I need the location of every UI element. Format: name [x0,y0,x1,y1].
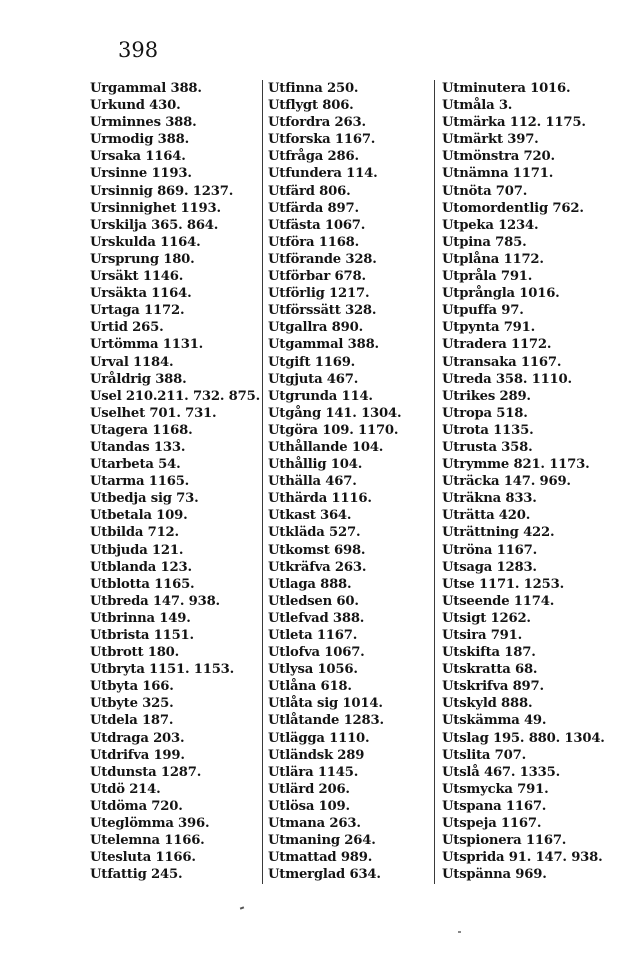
index-entry: Urskilja 365. 864. [90,217,219,233]
index-entry: Utfundera 114. [268,166,378,182]
index-entry: Utbyta 166. [90,679,174,695]
index-entry: Urmodig 388. [90,132,189,148]
index-entry: Utskratta 68. [442,662,538,678]
index-entry: Utgöra 109. 1170. [268,422,399,438]
index-entry: Utminutera 1016. [442,81,571,96]
index-entry: Ursinne 1193. [90,166,192,182]
index-entry: Utgift 1169. [268,354,356,370]
index-entry: Urtömma 1131. [90,337,204,353]
index-entry: Urminnes 388. [90,115,197,131]
index-entry: Ursinnig 869. 1237. [90,183,234,199]
index-entry: Utplåna 1172. [442,251,544,267]
index-entry: Utagera 1168. [90,422,193,438]
index-entry: Utarma 1165. [90,474,190,490]
index-entry: Uthållande 104. [268,439,384,455]
index-entry: Utdö 214. [90,781,161,797]
ink-speck [458,931,461,933]
index-entry: Utnöta 707. [442,183,528,199]
index-entry: Utse 1171. 1253. [442,576,564,592]
index-entry: Utbetala 109. [90,508,188,524]
index-entry: Utpråla 791. [442,269,533,285]
index-entry: Utskrifva 897. [442,679,544,695]
index-entry: Utrymme 821. 1173. [442,457,590,473]
index-entry: Utflygt 806. [268,98,354,114]
column-divider [262,80,263,884]
index-entry: Utropa 518. [442,405,528,421]
index-entry: Utarbeta 54. [90,457,181,473]
index-entry: Utmaning 264. [268,833,376,849]
index-entry: Utledsen 60. [268,593,359,609]
index-entry: Utgjuta 467. [268,371,359,387]
index-entry: Utfråga 286. [268,149,359,165]
index-entry: Utmåla 3. [442,98,513,114]
index-entry: Utlefvad 388. [268,610,365,626]
index-entry: Utmärkt 397. [442,132,539,148]
index-entry: Ursäkt 1146. [90,269,184,285]
index-entry: Utrota 1135. [442,422,534,438]
index-entry: Utrikes 289. [442,388,531,404]
index-entry: Utsaga 1283. [442,559,537,575]
index-entry: Utföra 1168. [268,234,360,250]
index-entry: Utprångla 1016. [442,286,560,302]
index-entry: Utpeka 1234. [442,217,539,233]
index-entry: Urkund 430. [90,98,181,114]
index-entry: Utbreda 147. 938. [90,593,220,609]
index-entry: Utbrinna 149. [90,610,191,626]
index-entry: Usel 210.211. 732. 875. [90,388,260,404]
index-entry: Utpina 785. [442,234,527,250]
index-entry: Uråldrig 388. [90,371,187,387]
index-entry: Utdela 187. [90,713,174,729]
index-entry: Uträtta 420. [442,508,531,524]
index-entry: Utspionera 1167. [442,833,567,849]
index-entry: Utslå 467. 1335. [442,764,560,780]
index-entry: Utlåtande 1283. [268,713,384,729]
index-entry: Utbyte 325. [90,696,174,712]
index-entry: Utforska 1167. [268,132,376,148]
index-entry: Utandas 133. [90,439,186,455]
index-entry: Utröna 1167. [442,542,537,558]
index-entry: Utdrifva 199. [90,747,185,763]
index-entry: Urskulda 1164. [90,234,201,250]
page-number: 398 [118,38,159,62]
index-entry: Utfärda 897. [268,200,359,216]
index-entry: Utsira 791. [442,628,523,643]
index-entry: Utfinna 250. [268,81,359,96]
index-entry: Utskifta 187. [442,645,536,661]
index-entry: Utmerglad 634. [268,867,381,883]
ink-speck [240,906,244,909]
index-entry: Utdraga 203. [90,730,185,746]
index-entry: Utdunsta 1287. [90,764,202,780]
index-entry: Utspana 1167. [442,798,547,814]
index-entry: Utdöma 720. [90,798,183,814]
index-entry: Utesluta 1166. [90,850,196,866]
index-entry: Utbedja sig 73. [90,491,199,507]
index-entry: Utslag 195. 880. 1304. [442,730,605,746]
index-entry: Utspeja 1167. [442,816,542,832]
index-entry: Uthälla 467. [268,474,357,490]
index-entry: Utpuffa 97. [442,303,524,319]
index-entry: Utfästa 1067. [268,217,366,233]
index-entry: Urtid 265. [90,320,164,336]
index-entry: Utskämma 49. [442,713,547,729]
column-divider [434,80,435,884]
index-entry: Utradera 1172. [442,337,552,353]
index-entry: Utgrunda 114. [268,388,373,404]
index-entry: Utgång 141. 1304. [268,405,402,421]
index-entry: Utreda 358. 1110. [442,371,572,387]
index-entry: Uträttning 422. [442,525,555,541]
index-entry: Utrusta 358. [442,439,533,455]
index-entry: Utkräfva 263. [268,559,367,575]
index-entry: Utskyld 888. [442,696,533,712]
index-entry: Uthärda 1116. [268,491,372,507]
index-entry: Utransaka 1167. [442,354,562,370]
index-entry: Utseende 1174. [442,593,555,609]
index-entry: Utmönstra 720. [442,149,555,165]
index-entry: Utförssätt 328. [268,303,377,319]
index-entry: Utlära 1145. [268,764,359,780]
index-entry: Utnämna 1171. [442,166,554,182]
index-entry: Utlägga 1110. [268,730,370,746]
index-entry: Utbilda 712. [90,525,179,541]
index-entry: Urval 1184. [90,354,174,370]
index-entry: Utgallra 890. [268,320,363,336]
index-entry: Utsmycka 791. [442,781,549,797]
index-entry: Utfordra 263. [268,115,366,131]
index-entry: Utlåta sig 1014. [268,696,383,712]
index-entry: Utkläda 527. [268,525,361,541]
index-entry: Utspänna 969. [442,867,547,883]
index-entry: Utelemna 1166. [90,833,205,849]
index-entry: Utblanda 123. [90,559,192,575]
index-column-2 [268,80,434,883]
index-entry: Utfärd 806. [268,183,351,199]
index-entry: Utlärd 206. [268,781,350,797]
index-entry: Utbrott 180. [90,645,180,661]
index-entry: Utlysa 1056. [268,662,358,678]
index-entry: Utblotta 1165. [90,576,195,592]
index-entry: Utmärka 112. 1175. [442,115,586,131]
index-entry: Utlofva 1067. [268,645,365,661]
index-entry: Utfattig 245. [90,867,183,883]
index-entry: Uträcka 147. 969. [442,474,571,490]
index-entry: Utförbar 678. [268,269,366,285]
index-entry: Utlåna 618. [268,679,352,695]
index-entry: Uthållig 104. [268,457,363,473]
index-entry: Ursaka 1164. [90,149,186,165]
index-entry: Utomordentlig 762. [442,200,584,216]
index-entry: Ursäkta 1164. [90,286,192,302]
index-entry: Utförande 328. [268,251,377,267]
index-entry: Utmana 263. [268,816,361,832]
index-entry: Urtaga 1172. [90,303,185,319]
index-entry: Uselhet 701. 731. [90,405,217,421]
index-entry: Utlösa 109. [268,798,350,814]
index-entry: Utslita 707. [442,747,526,763]
index-entry: Utlaga 888. [268,576,352,592]
index-entry: Utleta 1167. [268,628,358,643]
index-entry: Utländsk 289 [268,747,365,763]
index-entry: Ursinnighet 1193. [90,200,221,216]
index-entry: Utbjuda 121. [90,542,184,558]
index-entry: Utpynta 791. [442,320,536,336]
index-entry: Urgammal 388. [90,81,202,96]
index-entry: Uteglömma 396. [90,816,210,832]
index-entry: Utsprida 91. 147. 938. [442,850,603,866]
index-entry: Utbryta 1151. 1153. [90,662,235,678]
index-entry: Uträkna 833. [442,491,537,507]
index-entry: Utsigt 1262. [442,610,531,626]
index-entry: Utbrista 1151. [90,628,194,643]
index-entry: Utkast 364. [268,508,352,524]
index-entry: Utförlig 1217. [268,286,370,302]
index-entry: Utkomst 698. [268,542,366,558]
index-entry: Ursprung 180. [90,251,195,267]
index-column-3 [442,80,612,883]
index-entry: Utgammal 388. [268,337,379,353]
index-column-1 [90,80,262,883]
index-entry: Utmattad 989. [268,850,373,866]
